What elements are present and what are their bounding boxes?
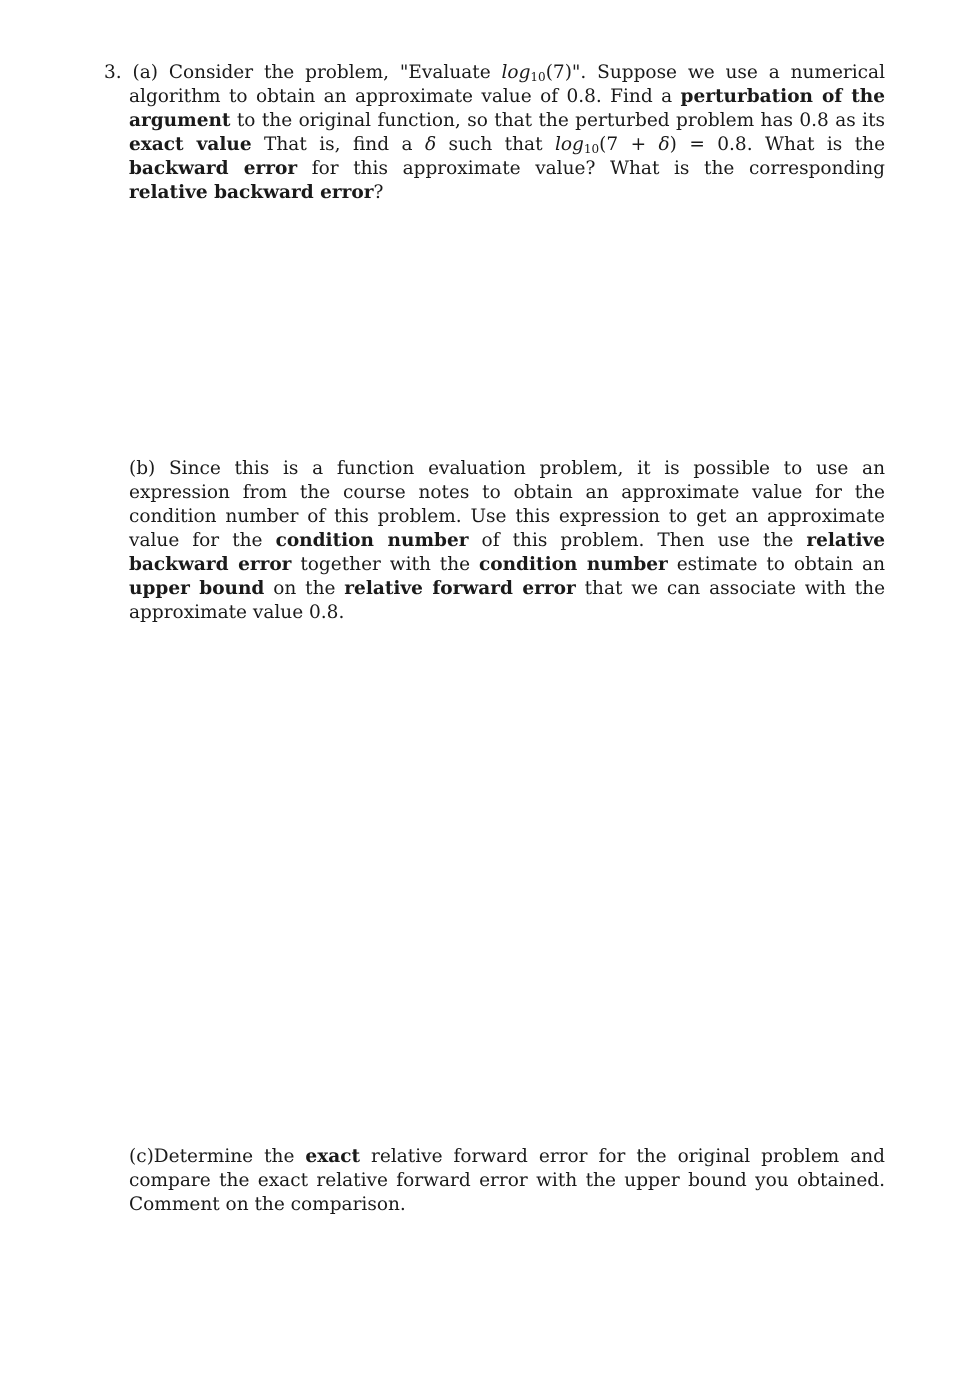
term-perturbation-of-argument: perturbation of the argument <box>129 86 885 131</box>
question-part-a <box>104 61 885 205</box>
part-a-text-7: ) = 0.8. What is the <box>669 134 886 155</box>
term-backward-error: backward error <box>129 158 298 179</box>
part-a-label: (a) <box>132 62 158 83</box>
part-b-text-5: on the <box>264 578 345 599</box>
delta-symbol: δ <box>424 134 437 155</box>
part-a-text-4: That is, find a <box>251 134 425 155</box>
term-exact: exact <box>305 1146 361 1167</box>
part-b-text-2: of this problem. Then use the <box>468 530 807 551</box>
question-part-b <box>129 457 885 625</box>
log-function-2: log <box>554 134 584 155</box>
part-a-text-8: for this approximate value? What is the corresponding <box>297 158 885 179</box>
part-a-text-6: (7 + <box>599 134 659 155</box>
term-exact-value: exact value <box>129 134 252 155</box>
part-c-text-2: relative forward error for the original problem and compare the exact relative forward error with the upper bound you obtained. Comment on the comparison. <box>129 1146 885 1215</box>
part-b-text-3: together with the <box>291 554 479 575</box>
log-function: log <box>501 62 531 83</box>
part-b-text-4: estimate to obtain an <box>667 554 885 575</box>
part-b-text-6: that we can associate with the approximate value 0.8. <box>129 578 886 623</box>
part-a-text-5: such that <box>436 134 555 155</box>
log-base-2: 10 <box>583 142 600 156</box>
part-a-text-3: to the original function, so that the perturbed problem has 0.8 as its <box>230 110 885 131</box>
log-base: 10 <box>530 70 546 84</box>
term-relative-backward-error: relative backward error <box>129 182 374 203</box>
part-a-text-9: ? <box>373 182 384 203</box>
part-a-text-2: (7)". Suppose we use a numerical algorithm to obtain an approximate value of 0.8. Find a <box>129 62 885 107</box>
term-condition-number-2: condition number <box>479 554 668 575</box>
question-part-c <box>129 1145 885 1217</box>
part-c-text-1: (c)Determine the <box>129 1146 306 1167</box>
question-number: 3. <box>104 62 122 83</box>
term-condition-number: condition number <box>275 530 469 551</box>
term-relative-backward-error-b: relative backward error <box>129 530 886 575</box>
part-b-text-1: (b) Since this is a function evaluation problem, it is possible to use an expression from the course notes to obtain an approximate value for the condition number of this problem. Use this expression to get an approximate value for the <box>129 458 885 551</box>
delta-symbol-2: δ <box>658 134 670 155</box>
part-a-text-1: Consider the problem, "Evaluate <box>168 62 502 83</box>
term-upper-bound: upper bound <box>129 578 265 599</box>
term-relative-forward-error: relative forward error <box>344 578 576 599</box>
